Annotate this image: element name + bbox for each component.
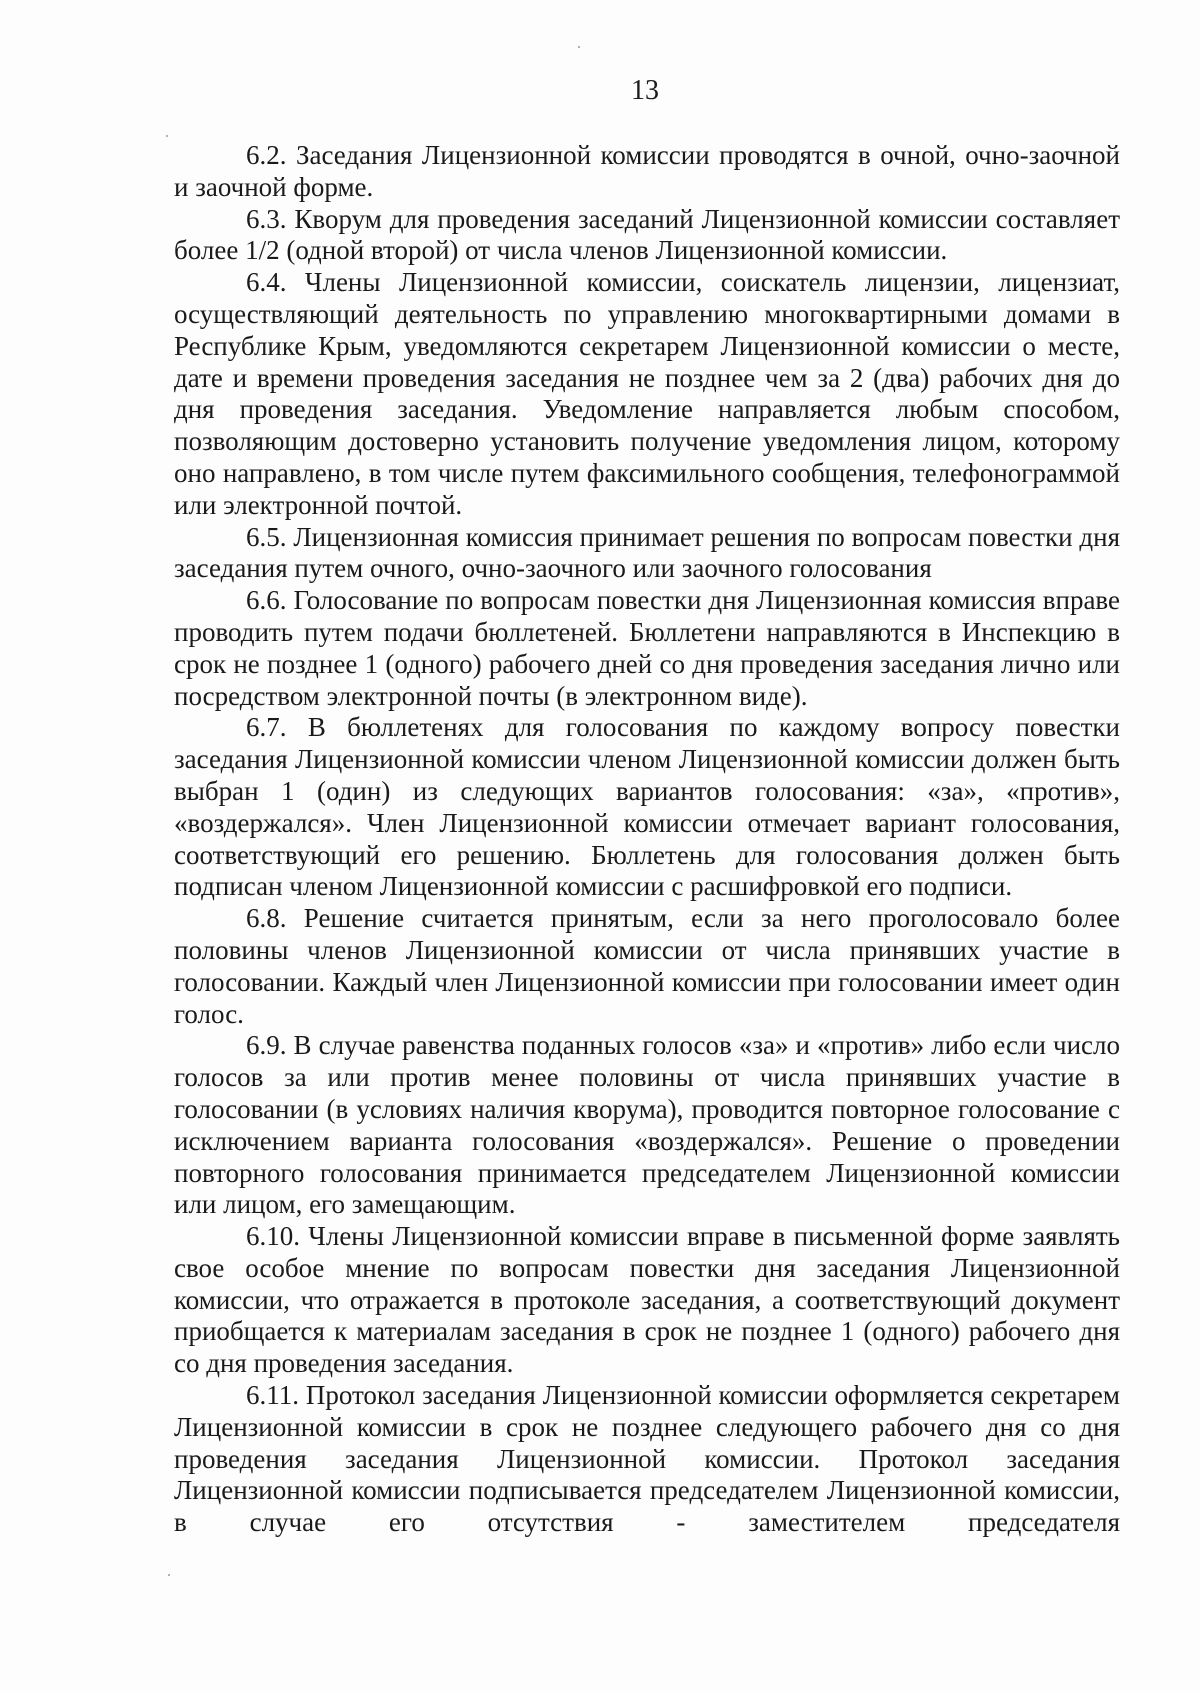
paragraph-6-2: 6.2. Заседания Лицензионной комиссии проводятся в очной, очно-заочной и заочной форме. <box>174 140 1120 202</box>
paragraph-6-5: 6.5. Лицензионная комиссия принимает решения по вопросам повестки дня заседания путем очного, очно-заочного или заочного голосования <box>174 521 1120 584</box>
paragraph-6-6: 6.6. Голосование по вопросам повестки дня Лицензионная комиссия вправе проводить путем подачи бюллетеней. Бюллетени направляются в Инспекцию в срок не позднее 1 (одного) рабочего дней со дня проведения заседания лично или посредством электронной почты (в электронном виде). <box>174 585 1120 711</box>
paragraph-6-7: 6.7. В бюллетенях для голосования по каждому вопросу повестки заседания Лицензионной комиссии членом Лицензионной комиссии должен быть выбран 1 (один) из следующих вариантов голосования: «за», «против», «воздержался». Член Лицензионной комиссии отмечает вариант голосования, соответствующий его решению. Бюллетень для голосования должен быть подписан членом Лицензионной комиссии с расшифровкой его подписи. <box>174 712 1120 902</box>
document-body <box>174 140 1120 1539</box>
paragraph-6-3: 6.3. Кворум для проведения заседаний Лицензионной комиссии составляет более 1/2 (одной второй) от числа членов Лицензионной комиссии. <box>174 203 1120 266</box>
paragraph-6-8: 6.8. Решение считается принятым, если за него проголосовало более половины членов Лицензионной комиссии от числа принявших участие в голосовании. Каждый член Лицензионной комиссии при голосовании имеет один голос. <box>174 903 1120 1029</box>
scan-speck <box>168 1574 170 1576</box>
scan-speck <box>166 135 168 137</box>
paragraph-6-9: 6.9. В случае равенства поданных голосов «за» и «против» либо если число голосов за или против менее половины от числа принявших участие в голосовании (в условиях наличия кворума), проводится повторное голосование с исключением варианта голосования «воздержался». Решение о проведении повторного голосования принимается председателем Лицензионной комиссии или лицом, его замещающим. <box>174 1030 1120 1220</box>
paragraph-6-4: 6.4. Члены Лицензионной комиссии, соискатель лицензии, лицензиат, осуществляющий деятельность по управлению многоквартирными домами в Республике Крым, уведомляются секретарем Лицензионной комиссии о месте, дате и времени проведения заседания не позднее чем за 2 (два) рабочих дня до дня проведения заседания. Уведомление направляется любым способом, позволяющим достоверно установить получение уведомления лицом, которому оно направлено, в том числе путем факсимильного сообщения, телефонограммой или электронной почтой. <box>174 267 1120 520</box>
paragraph-6-11: 6.11. Протокол заседания Лицензионной комиссии оформляется секретарем Лицензионной комиссии в срок не позднее следующего рабочего дня со дня проведения заседания Лицензионной комиссии. Протокол заседания Лицензионной комиссии подписывается председателем Лицензионной комиссии, в случае его отсутствия - заместителем председателя <box>174 1380 1120 1538</box>
paragraph-6-10: 6.10. Члены Лицензионной комиссии вправе в письменной форме заявлять свое особое мнение по вопросам повестки дня заседания Лицензионной комиссии, что отражается в протоколе заседания, а соответствующий документ приобщается к материалам заседания в срок не позднее 1 (одного) рабочего дня со дня проведения заседания. <box>174 1221 1120 1379</box>
page-number: 13 <box>631 75 659 106</box>
scan-speck <box>578 46 580 48</box>
